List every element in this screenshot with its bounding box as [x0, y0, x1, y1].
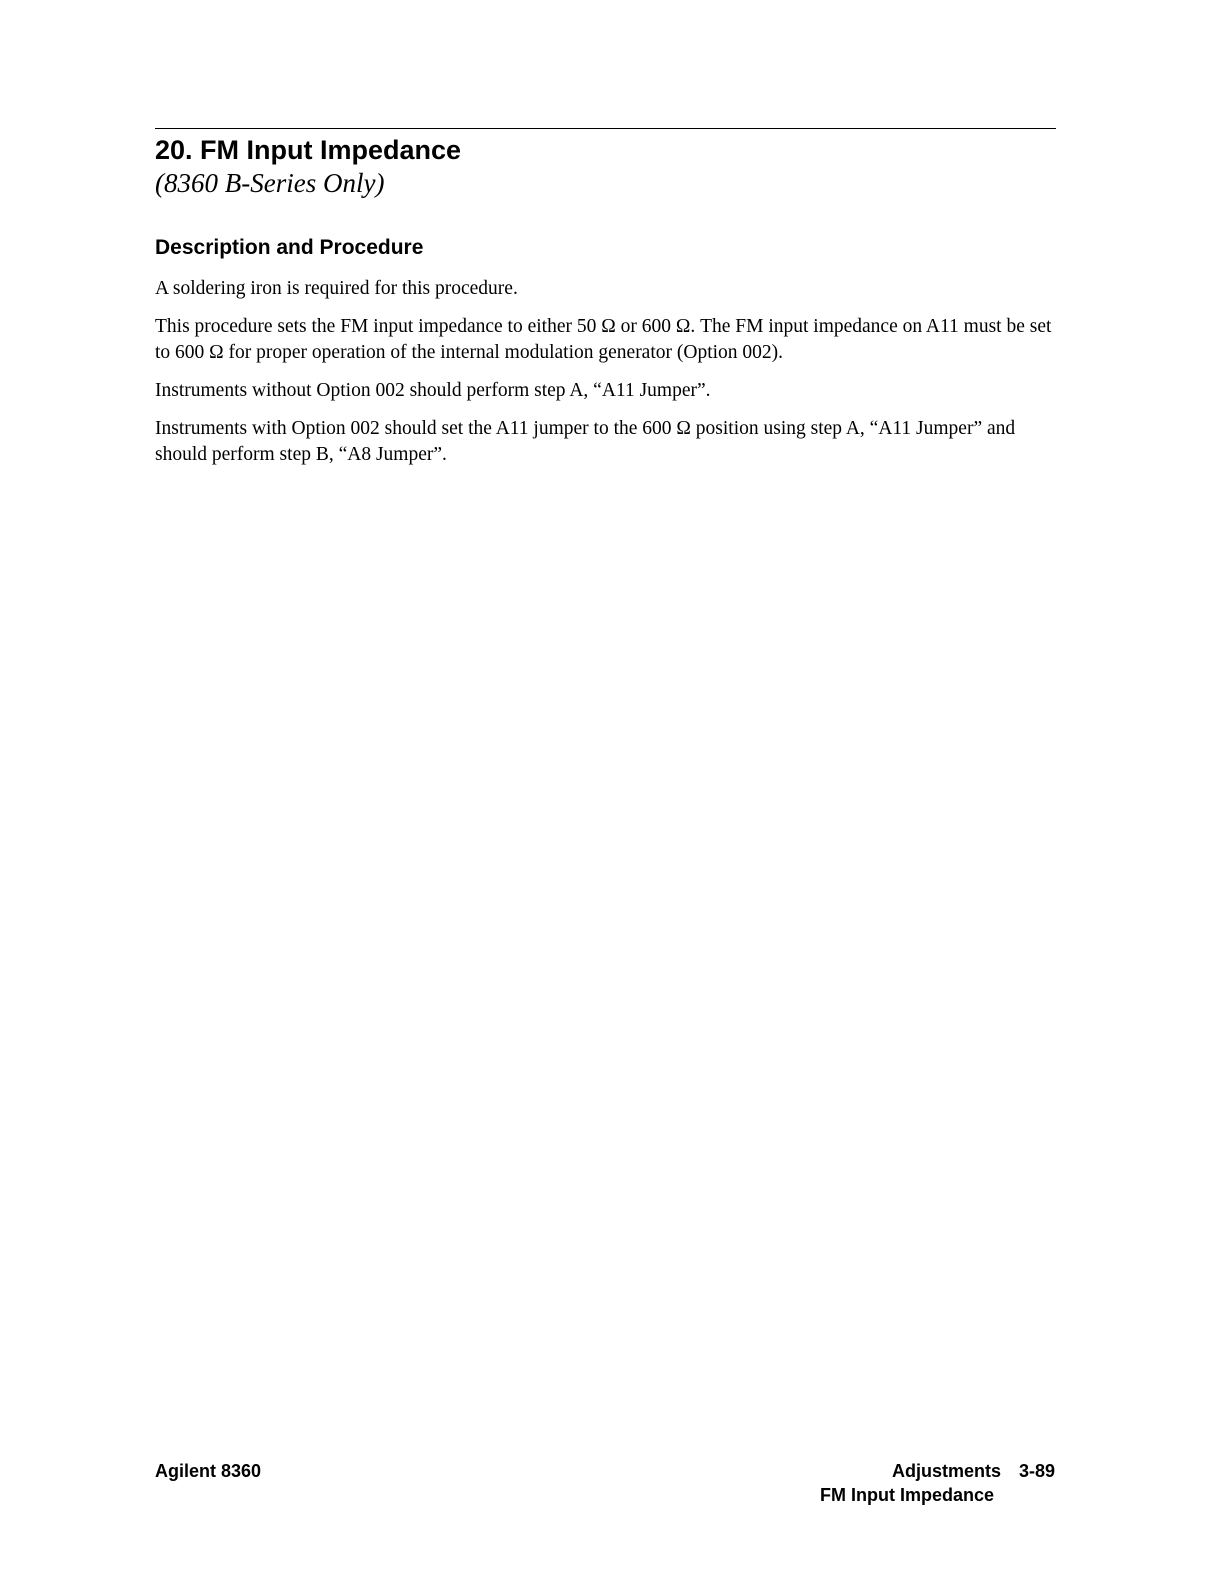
footer-chapter: Adjustments: [891, 1461, 1001, 1481]
footer-product: Agilent 8360: [155, 1461, 262, 1481]
paragraph-2: This procedure sets the FM input impedance to either 50 Ω or 600 Ω. The FM input impedance on A11 must be set to 600 Ω for proper operation of the internal modulation generator (Option 002).: [155, 316, 1052, 363]
page-title: 20. FM Input Impedance: [155, 135, 462, 165]
page-subtitle: (8360 B-Series Only): [155, 168, 385, 198]
header-rule: [155, 128, 1056, 129]
paragraph-3: Instruments without Option 002 should perform step A, “A11 Jumper”.: [155, 380, 711, 401]
footer-page-number: 3-89: [1018, 1461, 1055, 1481]
section-body: [155, 276, 1055, 480]
paragraph-1: A soldering iron is required for this procedure.: [155, 278, 518, 299]
footer-running-head: [820, 1459, 1055, 1507]
paragraph-4: Instruments with Option 002 should set the A11 jumper to the 600 Ω position using step A, “A11 Jumper” and should perform step B, “A8 Jumper”.: [155, 418, 1016, 465]
footer-section: FM Input Impedance: [819, 1485, 994, 1505]
section-heading: Description and Procedure: [155, 236, 424, 259]
